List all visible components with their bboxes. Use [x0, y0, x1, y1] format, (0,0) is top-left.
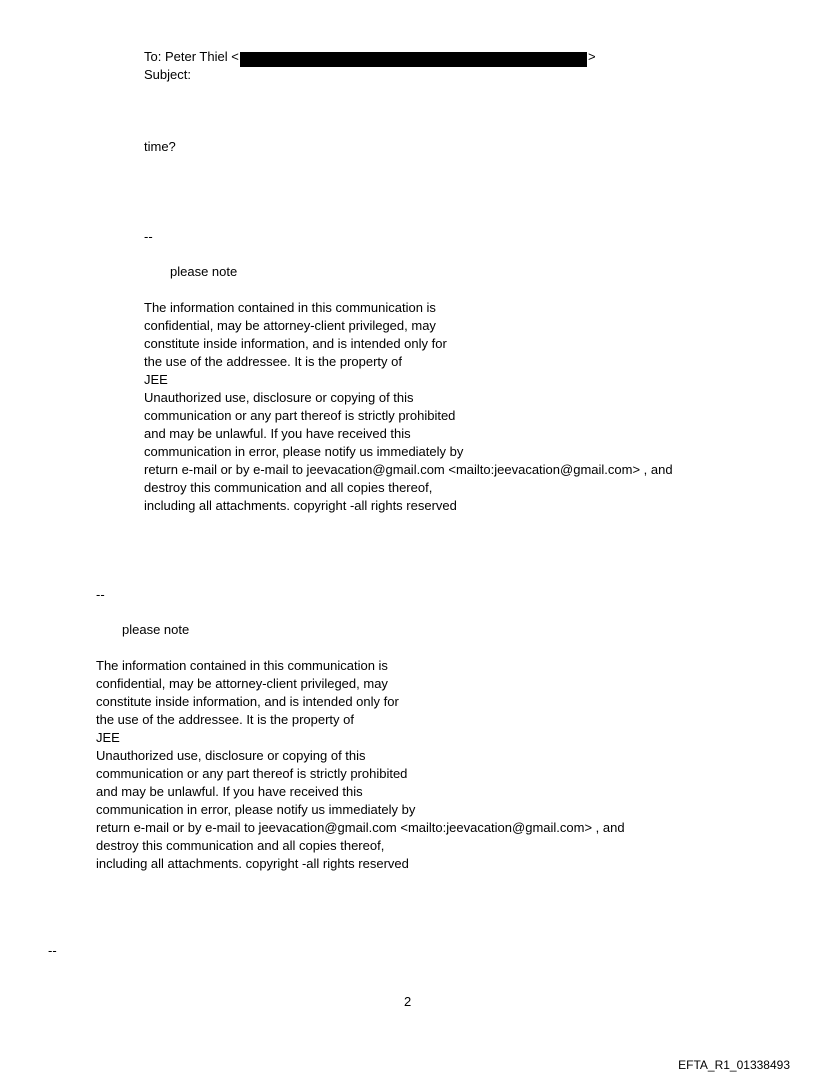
please-note-heading: please note	[122, 622, 190, 637]
signature-separator: --	[96, 587, 105, 602]
notice-line: JEE	[96, 730, 120, 745]
notice-line: Unauthorized use, disclosure or copying of this	[96, 748, 366, 763]
confidentiality-notice	[96, 657, 625, 873]
notice-line: constitute inside information, and is intended only for	[96, 694, 399, 709]
notice-line: Unauthorized use, disclosure or copying of this	[144, 390, 414, 405]
notice-line: confidential, may be attorney-client privileged, may	[144, 318, 436, 333]
to-close-bracket: >	[588, 49, 596, 64]
notice-line: communication or any part thereof is strictly prohibited	[144, 408, 456, 423]
final-separator: --	[48, 943, 57, 958]
notice-line: including all attachments. copyright -all rights reserved	[144, 498, 457, 513]
signature-separator: --	[144, 229, 153, 244]
notice-line: JEE	[144, 372, 168, 387]
notice-line: destroy this communication and all copies thereof,	[96, 838, 385, 853]
notice-line: confidential, may be attorney-client privileged, may	[96, 676, 388, 691]
please-note-heading: please note	[170, 264, 238, 279]
notice-line: communication in error, please notify us immediately by	[96, 802, 416, 817]
notice-line: and may be unlawful. If you have received this	[96, 784, 363, 799]
notice-line: including all attachments. copyright -all rights reserved	[96, 856, 409, 871]
notice-line: return e-mail or by e-mail to jeevacation@gmail.com <mailto:jeevacation@gmail.com> , and	[96, 820, 625, 835]
notice-line: communication or any part thereof is strictly prohibited	[96, 766, 408, 781]
subject-label: Subject:	[144, 67, 191, 82]
notice-line: destroy this communication and all copies thereof,	[144, 480, 433, 495]
notice-line: The information contained in this communication is	[96, 658, 388, 673]
notice-line: return e-mail or by e-mail to jeevacation@gmail.com <mailto:jeevacation@gmail.com> , and	[144, 462, 673, 477]
notice-line: constitute inside information, and is intended only for	[144, 336, 447, 351]
redacted-email-address	[240, 52, 587, 67]
notice-line: and may be unlawful. If you have received this	[144, 426, 411, 441]
notice-line: the use of the addressee. It is the property of	[144, 354, 402, 369]
notice-line: the use of the addressee. It is the property of	[96, 712, 354, 727]
to-label: To: Peter Thiel <	[144, 49, 239, 64]
message-body: time?	[144, 139, 176, 154]
confidentiality-notice	[144, 299, 673, 515]
document-id: EFTA_R1_01338493	[678, 1058, 790, 1072]
notice-line: communication in error, please notify us immediately by	[144, 444, 464, 459]
notice-line: The information contained in this communication is	[144, 300, 436, 315]
page-number: 2	[404, 994, 412, 1009]
